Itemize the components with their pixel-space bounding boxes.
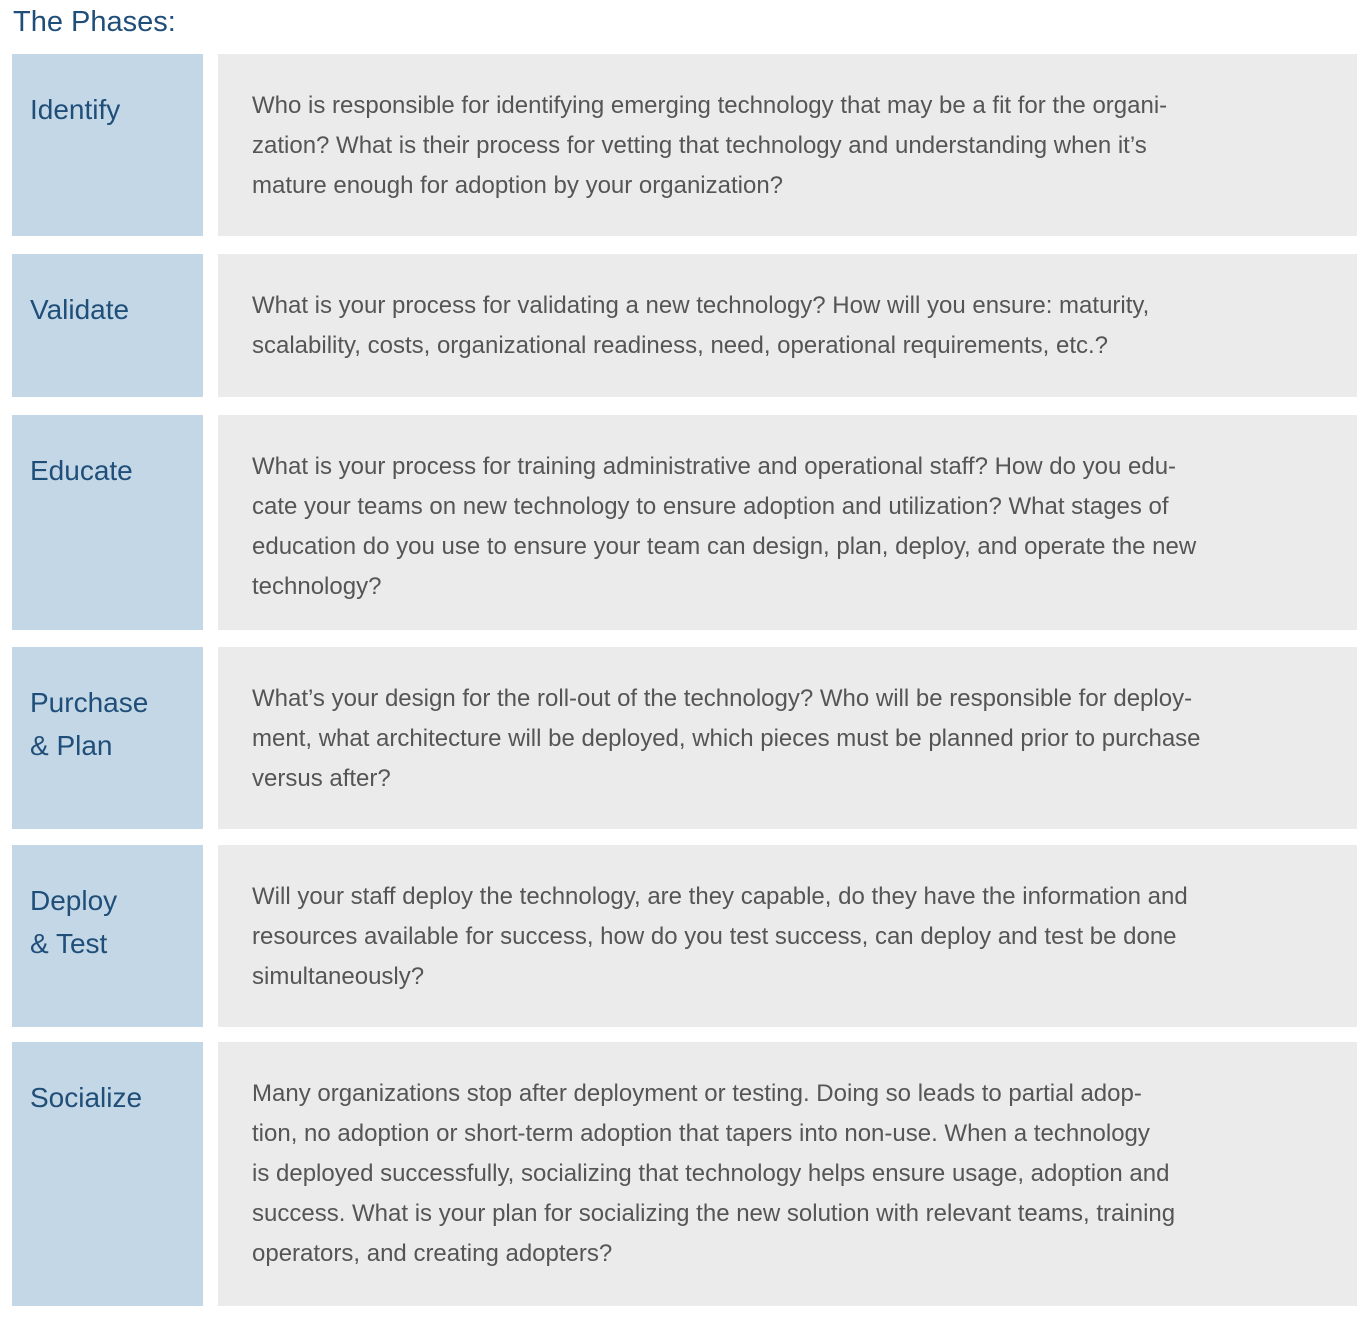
phase-label-cell <box>12 1042 203 1306</box>
phase-label: Validate <box>30 294 130 325</box>
phase-row-socialize <box>12 1042 1357 1306</box>
phase-description: Who is responsible for identifying emerging technology that may be a fit for the organi- zation? What is their process for vetting that technology and understanding when it’s mature enough for adoption by your organization? <box>252 92 1168 199</box>
phase-description-cell <box>218 254 1357 397</box>
phase-label-cell <box>12 845 203 1027</box>
phase-label: Educate <box>30 455 133 486</box>
page-title: The Phases: <box>13 6 176 38</box>
phase-label: Socialize <box>30 1082 143 1113</box>
phase-description-cell <box>218 415 1357 630</box>
phase-description-cell <box>218 54 1357 236</box>
phase-description: What is your process for training administrative and operational staff? How do you edu- cate your teams on new technology to ensure adoption and utilization? What stages of education do you use to ensure your team can design, plan, deploy, and operate the new technology? <box>252 453 1197 600</box>
phase-row-validate <box>12 254 1357 397</box>
phase-description-cell <box>218 845 1357 1027</box>
phase-label-cell <box>12 54 203 236</box>
phase-row-identify <box>12 54 1357 236</box>
phase-label-cell <box>12 254 203 397</box>
phase-description-cell <box>218 647 1357 829</box>
phase-description-cell <box>218 1042 1357 1306</box>
phase-label-cell <box>12 647 203 829</box>
phase-row-purchase-plan <box>12 647 1357 829</box>
phase-label-cell <box>12 415 203 630</box>
phase-row-educate <box>12 415 1357 630</box>
phase-row-deploy-test <box>12 845 1357 1027</box>
phase-label: Deploy & Test <box>30 885 118 959</box>
phase-label: Purchase & Plan <box>30 687 149 761</box>
phase-label: Identify <box>30 94 121 125</box>
phase-description: What’s your design for the roll-out of the technology? Who will be responsible for deploy- ment, what architecture will be deployed, which pieces must be planned prior to purchase versus after? <box>252 685 1201 792</box>
phase-description: Many organizations stop after deployment or testing. Doing so leads to partial adop- tion, no adoption or short-term adoption that tapers into non-use. When a technology is deployed successfully, socializing that technology helps ensure usage, adoption and success. What is your plan for socializing the new solution with relevant teams, training operators, and creating adopters? <box>252 1080 1176 1267</box>
phase-description: Will your staff deploy the technology, are they capable, do they have the information and resources available for success, how do you test success, can deploy and test be done simultaneously? <box>252 883 1188 990</box>
phase-description: What is your process for validating a new technology? How will you ensure: maturity, scalability, costs, organizational readiness, need, operational requirements, etc.? <box>252 292 1150 359</box>
